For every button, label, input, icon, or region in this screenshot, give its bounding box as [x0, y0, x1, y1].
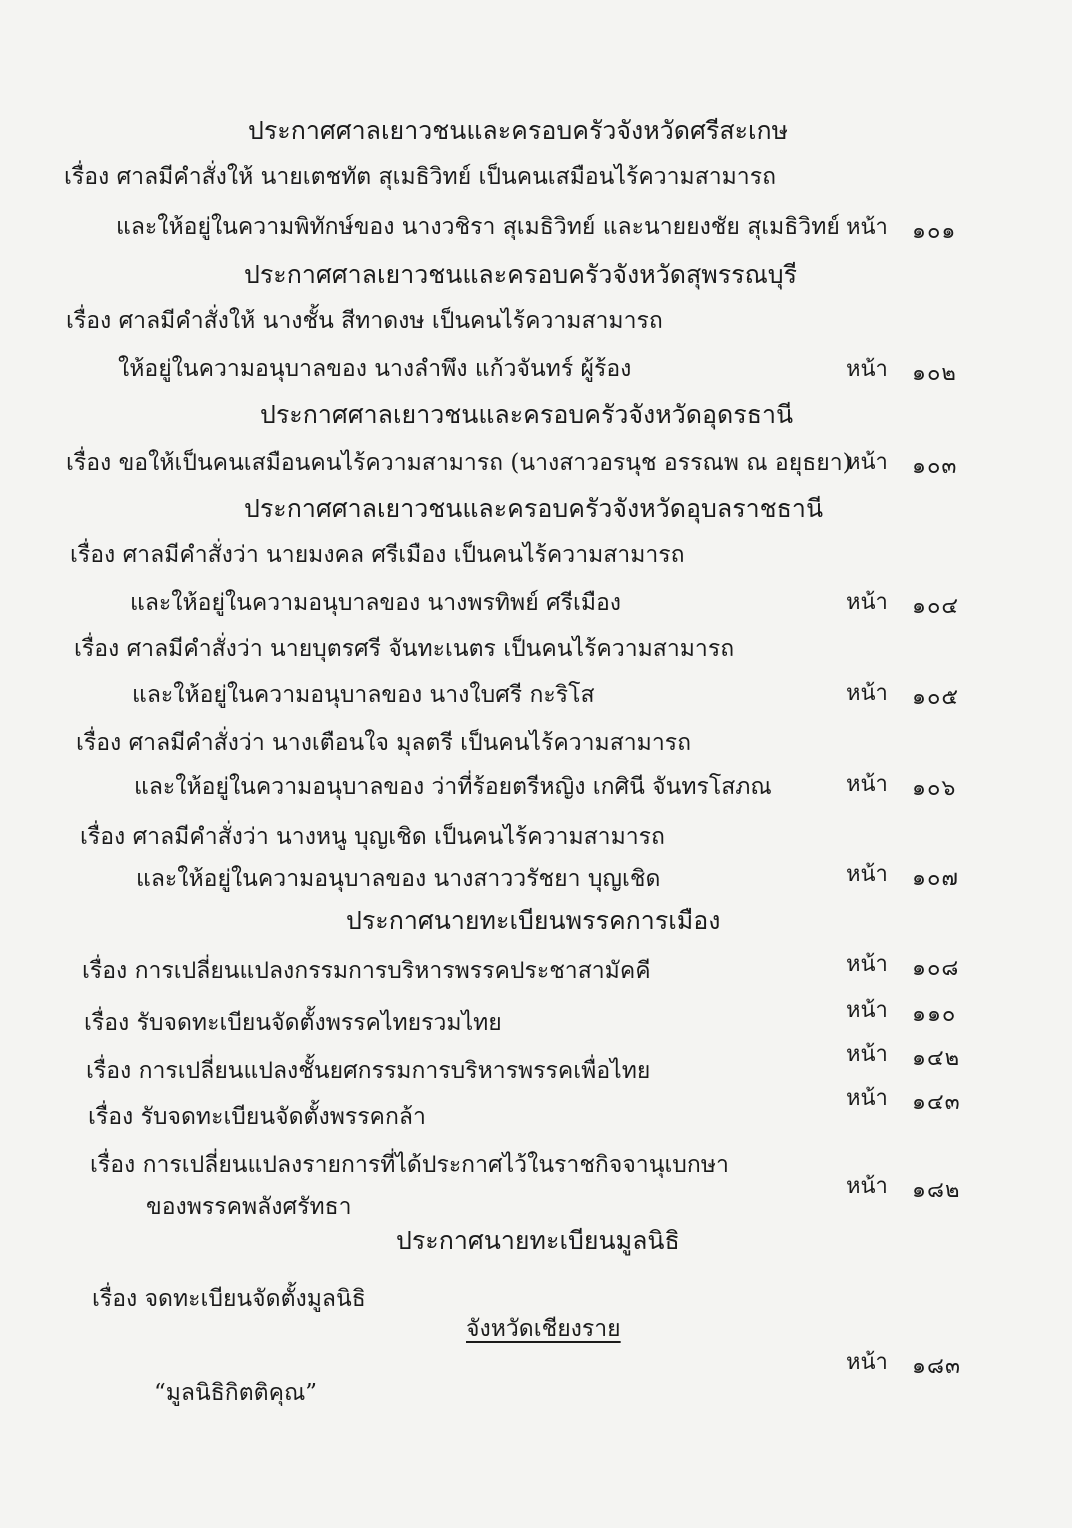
entry-line: เรื่อง รับจดทะเบียนจัดตั้งพรรคกล้า [88, 1104, 426, 1130]
page-ref-label: หน้า [846, 952, 888, 977]
section-heading: ประกาศศาลเยาวชนและครอบครัวจังหวัดศรีสะเกษ [248, 116, 789, 145]
page-ref-number: ๑๔๒ [912, 1046, 961, 1071]
entry-line: เรื่อง การเปลี่ยนแปลงรายการที่ได้ประกาศไว้ในราชกิจจานุเบกษา [90, 1152, 729, 1178]
entry-line: ให้อยู่ในความอนุบาลของ นางลำพึง แก้วจันทร์ ผู้ร้อง [118, 356, 632, 382]
entry-line: เรื่อง ศาลมีคำสั่งให้ นายเตชทัต สุเมธิวิทย์ เป็นคนเสมือนไร้ความสามารถ [64, 164, 777, 190]
entry-line: เรื่อง ศาลมีคำสั่งว่า นายบุตรศรี จันทะเนตร เป็นคนไร้ความสามารถ [74, 636, 735, 662]
entry-line: เรื่อง ศาลมีคำสั่งว่า นางเตือนใจ มุลตรี เป็นคนไร้ความสามารถ [76, 730, 692, 756]
page-ref-number: ๑๐๑ [912, 219, 957, 244]
entry-line: และให้อยู่ในความพิทักษ์ของ นางวชิรา สุเมธิวิทย์ และนายยงชัย สุเมธิวิทย์ [116, 214, 840, 240]
page-ref-number: ๑๘๓ [912, 1354, 961, 1379]
entry-line: เรื่อง จดทะเบียนจัดตั้งมูลนิธิ [92, 1286, 366, 1312]
page-ref-label: หน้า [846, 450, 888, 475]
page-ref-label: หน้า [846, 862, 888, 887]
section-heading: ประกาศนายทะเบียนมูลนิธิ [396, 1226, 680, 1255]
entry-line: ของพรรคพลังศรัทธา [146, 1194, 352, 1220]
page-ref-number: ๑๐๔ [912, 594, 960, 619]
page-ref-number: ๑๐๗ [912, 866, 959, 891]
page-ref-number: ๑๘๒ [912, 1178, 961, 1203]
page-ref-number: ๑๐๖ [912, 776, 957, 801]
entry-line: เรื่อง รับจดทะเบียนจัดตั้งพรรคไทยรวมไทย [84, 1010, 502, 1036]
page-ref-label: หน้า [846, 1086, 888, 1111]
entry-line: เรื่อง การเปลี่ยนแปลงชั้นยศกรรมการบริหารพรรคเพื่อไทย [86, 1058, 651, 1084]
entry-line: และให้อยู่ในความอนุบาลของ นางสาววรัชยา บุญเชิด [136, 866, 661, 892]
page-ref-number: ๑๐๒ [912, 361, 957, 386]
province-label: จังหวัดเชียงราย [466, 1316, 621, 1342]
page-ref-label: หน้า [846, 1042, 888, 1067]
entry-line: และให้อยู่ในความอนุบาลของ นางพรทิพย์ ศรีเมือง [130, 590, 622, 616]
page-ref-label: หน้า [846, 772, 888, 797]
entry-line: เรื่อง ขอให้เป็นคนเสมือนคนไร้ความสามารถ (นางสาวอรนุช อรรณพ ณ อยุธยา) [66, 450, 852, 476]
entry-line: เรื่อง ศาลมีคำสั่งว่า นางหนู บุญเชิด เป็นคนไร้ความสามารถ [80, 824, 665, 850]
section-heading: ประกาศนายทะเบียนพรรคการเมือง [346, 906, 721, 935]
entry-line: “มูลนิธิกิตติคุณ” [154, 1380, 318, 1406]
entry-line: เรื่อง การเปลี่ยนแปลงกรรมการบริหารพรรคประชาสามัคคี [82, 958, 651, 984]
entry-line: เรื่อง ศาลมีคำสั่งว่า นายมงคล ศรีเมือง เป็นคนไร้ความสามารถ [70, 542, 685, 568]
page-ref-label: หน้า [846, 357, 888, 382]
entry-line: เรื่อง ศาลมีคำสั่งให้ นางชั้น สีทาดงษ เป็นคนไร้ความสามารถ [66, 308, 663, 334]
page-ref-number: ๑๐๕ [912, 685, 960, 710]
page-ref-label: หน้า [846, 590, 888, 615]
page-ref-label: หน้า [846, 1174, 888, 1199]
page-ref-label: หน้า [846, 1350, 888, 1375]
page-ref-number: ๑๐๘ [912, 956, 960, 981]
page-ref-label: หน้า [846, 681, 888, 706]
page-ref-number: ๑๔๓ [912, 1090, 961, 1115]
entry-line: และให้อยู่ในความอนุบาลของ ว่าที่ร้อยตรีหญิง เกศินี จันทรโสภณ [134, 774, 772, 800]
entry-line: และให้อยู่ในความอนุบาลของ นางใบศรี กะริโส [132, 682, 595, 708]
page-ref-number: ๑๐๓ [912, 454, 958, 479]
section-heading: ประกาศศาลเยาวชนและครอบครัวจังหวัดอุดรธานี [260, 400, 794, 429]
page-ref-number: ๑๑๐ [912, 1002, 957, 1027]
section-heading: ประกาศศาลเยาวชนและครอบครัวจังหวัดสุพรรณบุรี [244, 260, 798, 289]
page-ref-label: หน้า [846, 215, 888, 240]
section-heading: ประกาศศาลเยาวชนและครอบครัวจังหวัดอุบลราชธานี [244, 494, 824, 523]
page-ref-label: หน้า [846, 998, 888, 1023]
